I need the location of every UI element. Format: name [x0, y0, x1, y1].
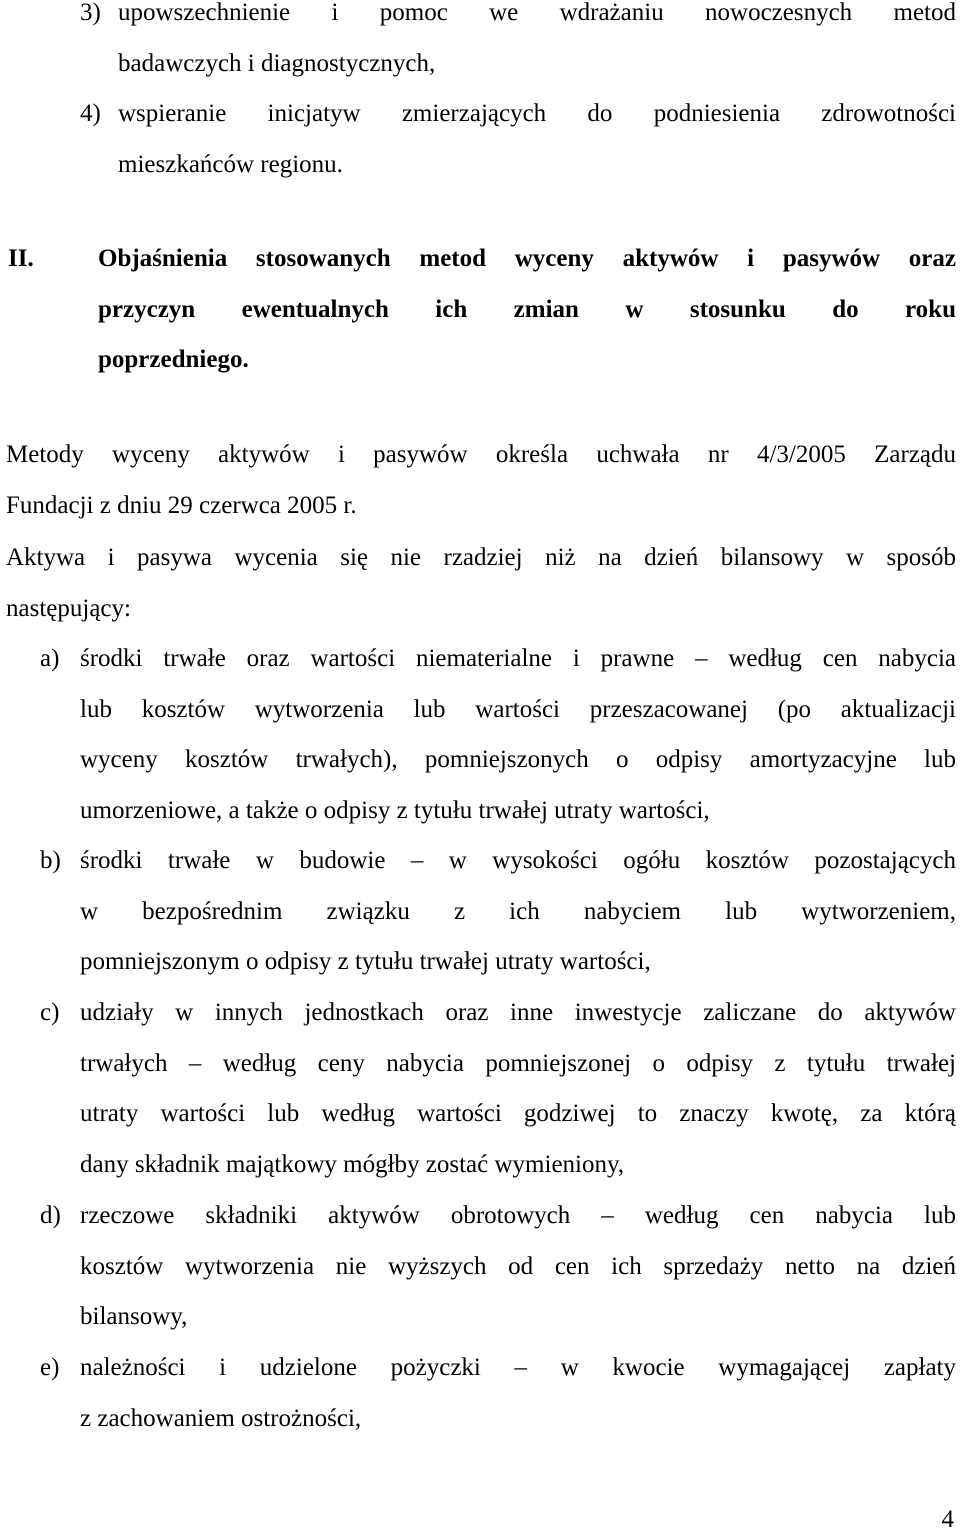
- paragraph-valuation-frequency: [6, 533, 956, 634]
- paragraph-line: Aktywa i pasywa wycenia się nie rzadziej niż na dzień bilansowy w sposób: [6, 544, 956, 571]
- list-item-text-line: utraty wartości lub według wartości godziwej to znaczy kwotę, za którą: [80, 1100, 956, 1127]
- list-item-text-line: należności i udzielone pożyczki – w kwocie wymagającej zapłaty: [80, 1354, 956, 1381]
- list-marker: 4): [80, 100, 101, 127]
- list-item-text-line: pomniejszonym o odpisy z tytułu trwałej utraty wartości,: [80, 948, 651, 975]
- list-item-text-line: wyceny kosztów trwałych), pomniejszonych o odpisy amortyzacyjne lub: [80, 746, 956, 773]
- list-item-text-line: środki trwałe w budowie – w wysokości ogółu kosztów pozostających: [80, 847, 956, 874]
- list-item-text-line: dany składnik majątkowy mógłby zostać wymieniony,: [80, 1150, 625, 1178]
- list-marker: b): [40, 847, 61, 874]
- list-item-text-line: kosztów wytworzenia nie wyższych od cen ich sprzedaży netto na dzień: [80, 1252, 956, 1280]
- section-heading-line: Objaśnienia stosowanych metod wyceny aktywów i pasywów oraz: [98, 245, 956, 272]
- list-item-text-line: środki trwałe oraz wartości niematerialne i prawne – według cen nabycia: [80, 645, 956, 672]
- page-number: 4: [941, 1506, 954, 1533]
- list-item-text-line: umorzeniowe, a także o odpisy z tytułu trwałej utraty wartości,: [80, 796, 710, 824]
- list-marker: a): [40, 645, 60, 672]
- list-item-text-line: badawczych i diagnostycznych,: [118, 49, 436, 77]
- paragraph-line: Metody wyceny aktywów i pasywów określa uchwała nr 4/3/2005 Zarządu: [6, 441, 956, 468]
- section-number: II.: [8, 245, 34, 272]
- list-item-text-line: udziały w innych jednostkach oraz inne inwestycje zaliczane do aktywów: [80, 999, 956, 1026]
- list-item-text-line: trwałych – według ceny nabycia pomniejszonej o odpisy z tytułu trwałej: [80, 1049, 956, 1077]
- list-marker: d): [40, 1202, 61, 1229]
- list-item-text-line: w bezpośrednim związku z ich nabyciem lub wytworzeniem,: [80, 897, 956, 925]
- list-marker: 3): [80, 0, 101, 26]
- paragraph-line: następujący:: [6, 594, 131, 622]
- list-item-text-line: mieszkańców regionu.: [118, 150, 343, 178]
- paragraph-valuation-methods: [6, 430, 956, 531]
- list-marker: c): [40, 999, 60, 1026]
- list-item-text-line: z zachowaniem ostrożności,: [80, 1404, 362, 1432]
- paragraph-line: Fundacji z dniu 29 czerwca 2005 r.: [6, 491, 357, 519]
- list-item-text-line: wspieranie inicjatyw zmierzających do podniesienia zdrowotności: [118, 100, 956, 127]
- list-item-text-line: upowszechnienie i pomoc we wdrażaniu nowoczesnych metod: [118, 0, 956, 26]
- list-item-text-line: lub kosztów wytworzenia lub wartości przeszacowanej (po aktualizacji: [80, 695, 956, 723]
- list-item-text-line: rzeczowe składniki aktywów obrotowych – według cen nabycia lub: [80, 1202, 956, 1229]
- section-heading-line: poprzedniego.: [98, 346, 249, 373]
- section-heading-line: przyczyn ewentualnych ich zmian w stosunku do roku: [98, 295, 956, 323]
- list-marker: e): [40, 1354, 60, 1381]
- list-item-text-line: bilansowy,: [80, 1303, 188, 1330]
